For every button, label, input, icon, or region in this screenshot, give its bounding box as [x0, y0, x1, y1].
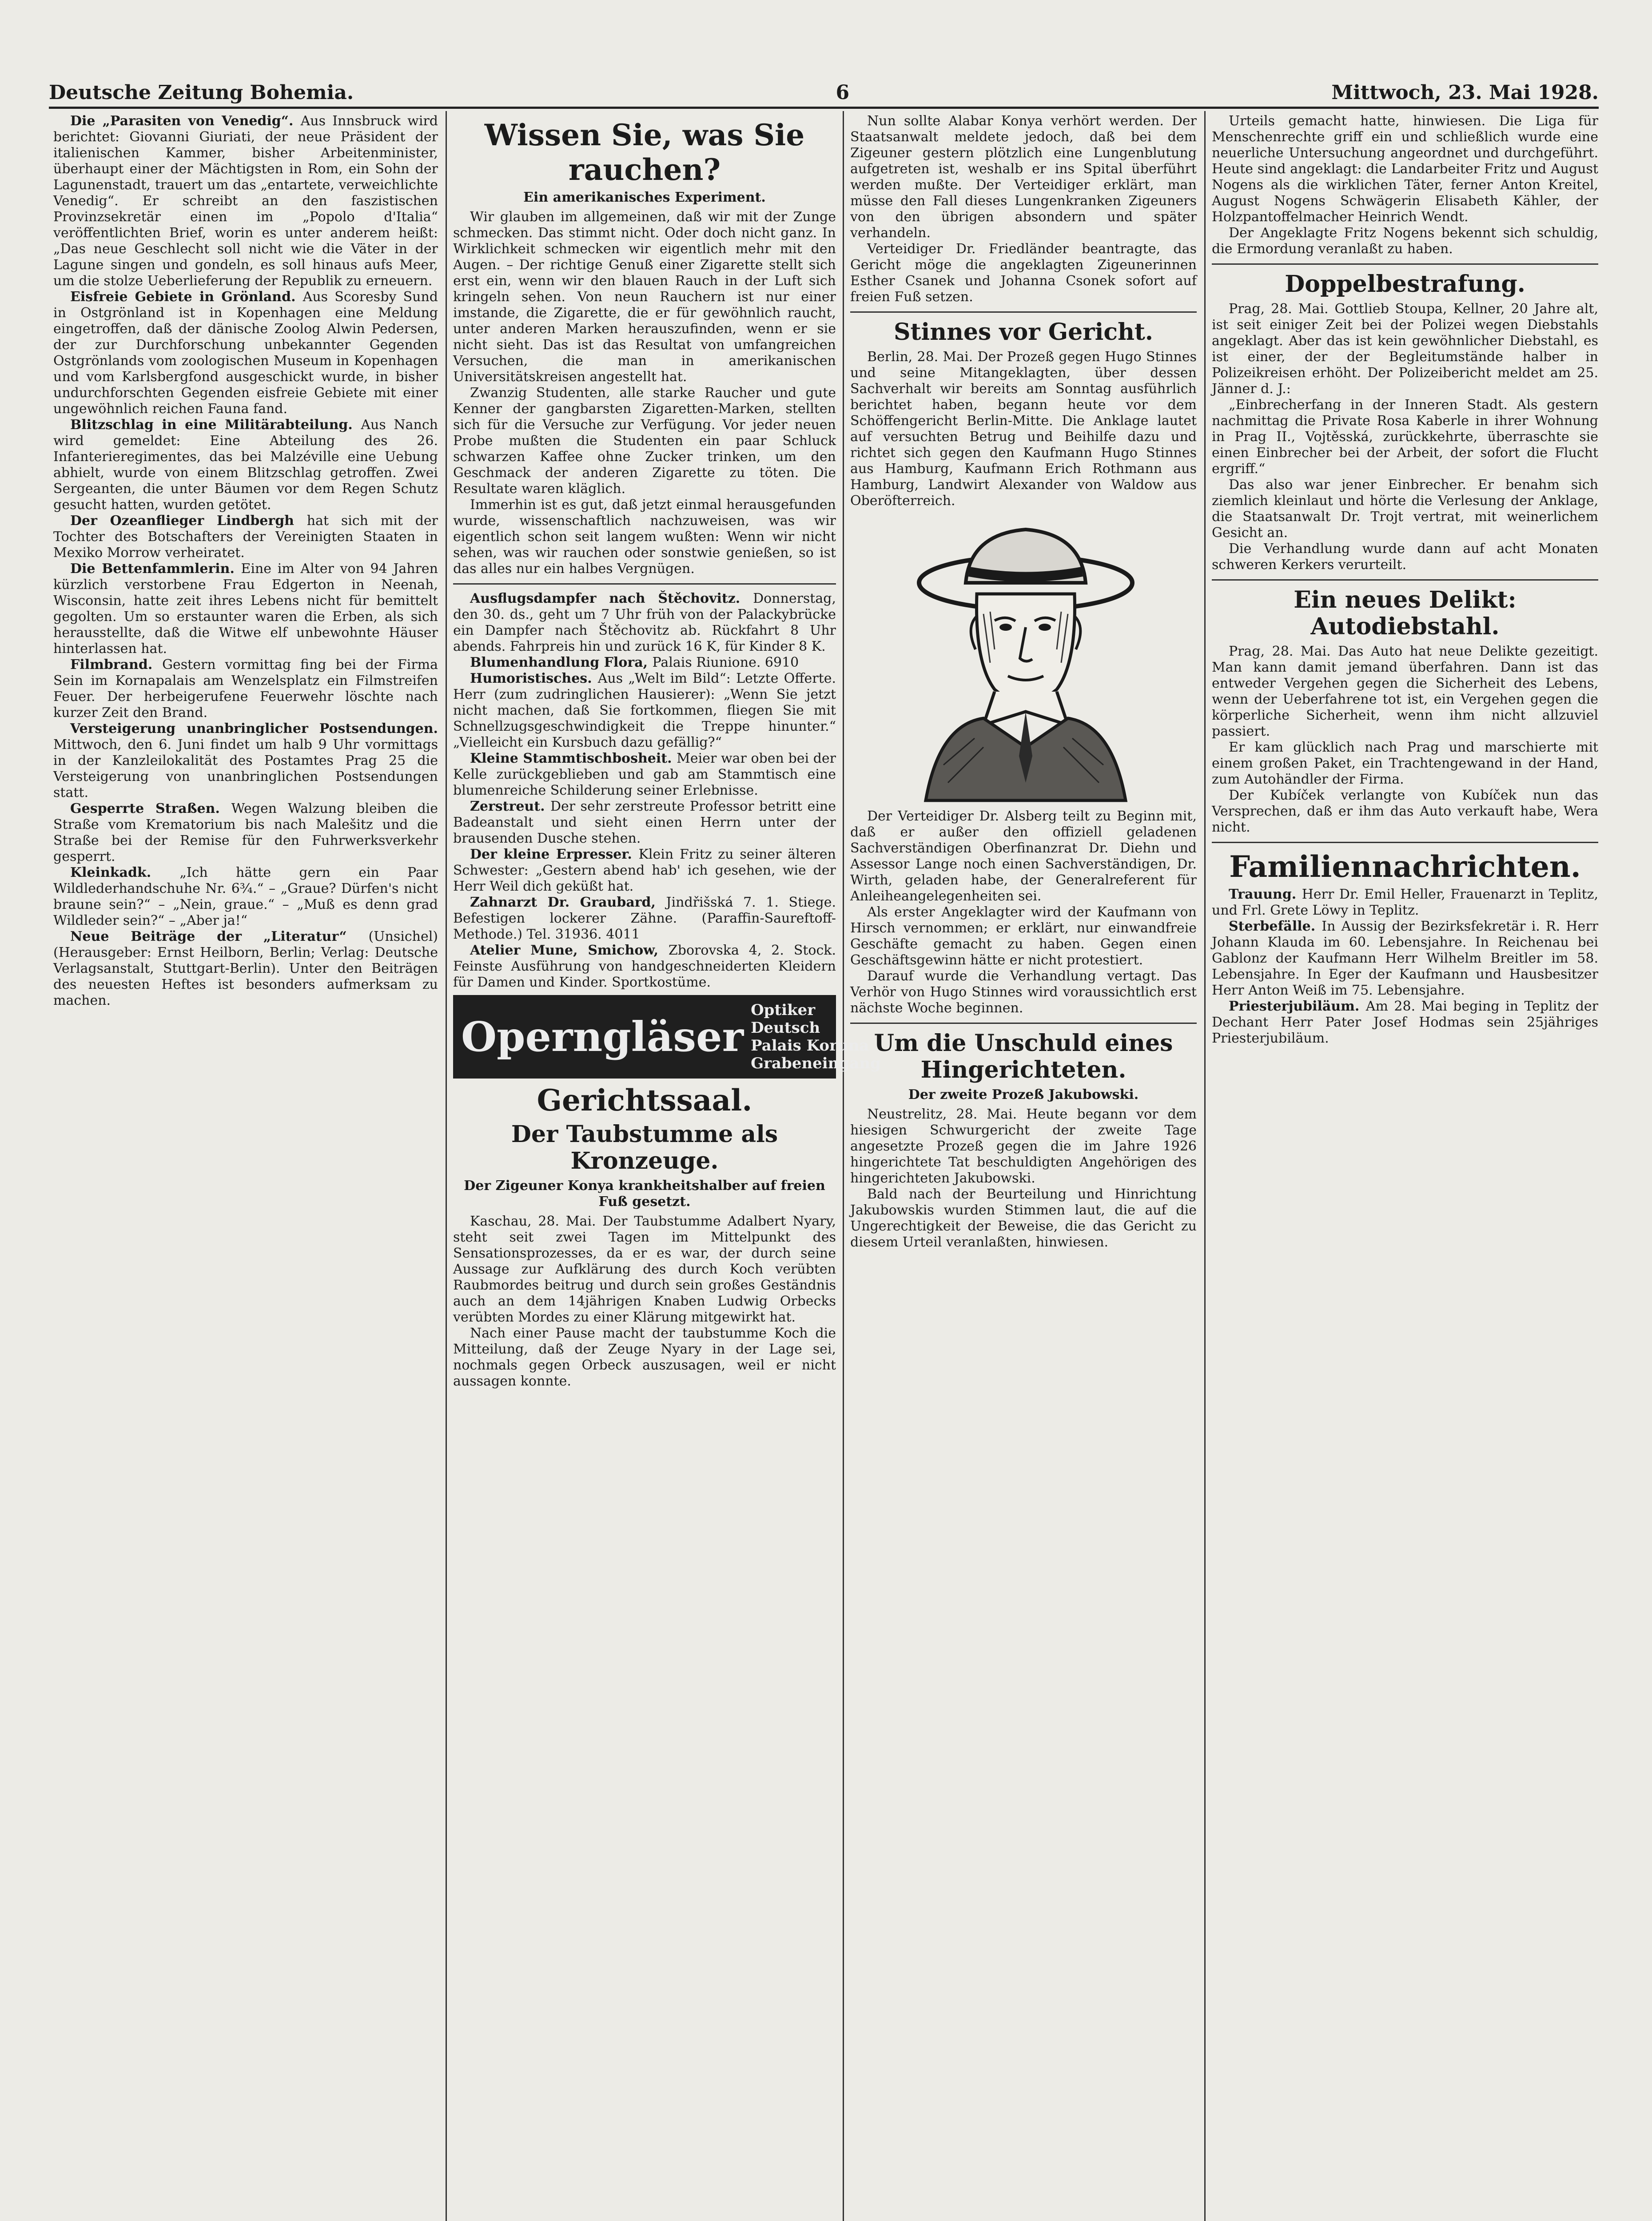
item-kicker: Priesterjubiläum. — [1229, 999, 1366, 1014]
news-item — [53, 113, 438, 289]
portrait-caption: Der Verteidiger Dr. Alsberg teilt zu Beginn mit, daß er außer den offiziell geladenen Sachverständigen Oberfinanzrat Dr. Diehn und Assessor Lange noch einen Sachverständigen, Dr. Wirth, geladen habe, der Generalreferent für Anleiheangelegenheiten sei. — [850, 808, 1197, 904]
ad-line: Palais Koruna — [751, 1037, 869, 1055]
notice-item — [453, 671, 836, 751]
masthead-date: Mittwoch, 23. Mai 1928. — [1331, 81, 1599, 104]
notice-item — [453, 943, 836, 991]
article-subtitle-jakubowski: Der zweite Prozeß Jakubowski. — [908, 1087, 1139, 1103]
item-kicker: Der kleine Erpresser. — [470, 847, 639, 862]
notice-item — [453, 591, 836, 655]
item-kicker: Atelier Mune, Smichow, — [470, 943, 669, 958]
news-item — [53, 561, 438, 657]
paragraph: Immerhin ist es gut, daß jetzt einmal herausgefunden wurde, wissenschaftlich nachzuweisen, was wir eigentlich schon seit langem wußten: Wenn wir nicht sehen, was wir rauchen oder sonstwie genießen, so ist das alles nur ein halbes Vergnügen. — [453, 497, 836, 577]
item-kicker: Ausflugsdampfer nach Štěchovitz. — [470, 591, 753, 606]
paragraph: Wir glauben im allgemeinen, daß wir mit der Zunge schmecken. Das stimmt nicht. Oder doch nicht ganz. In Wirklichkeit schmecken wir eigentlich mehr mit den Augen. – Der richtige Genuß einer Zigarette stellt sich erst ein, wenn wir den blauen Rauch in der Luft sich kringeln sehen. Von neun Rauchern ist nur einer imstande, die Zigarette, die er für gewöhnlich raucht, unter anderen Marken herauszufinden, wenn er sie nicht sieht. Das ist das Resultat von umfangreichen Versuchen, die man in amerikanischen Universitätskreisen angestellt hat. — [453, 209, 836, 385]
family-notice — [1212, 887, 1598, 919]
masthead-paper-name: Deutsche Zeitung Bohemia. — [49, 81, 354, 104]
paragraph: Der Kubíček verlangte von Kubíček nun das Versprechen, daß er ihm das Auto verkauft habe, Wera nicht. — [1212, 788, 1598, 835]
item-kicker: Neue Beiträge der „Literatur“ — [70, 929, 369, 944]
item-text: Zborovska 4, 2. Stock. Feinste Ausführung von handgeschneiderten Kleidern für Damen und Kinder. Sportkostüme. — [453, 943, 836, 990]
paragraph: Nach einer Pause macht der taubstumme Koch die Mitteilung, daß der Zeuge Nyary in der Lage sei, nochmals gegen Orbeck auszusagen, weil er nicht aussagen konnte. — [453, 1325, 836, 1389]
column-1-articles — [53, 113, 438, 1009]
divider — [1212, 263, 1598, 265]
notice-item — [453, 799, 836, 847]
article-subtitle-smoking: Ein amerikanisches Experiment. — [523, 190, 766, 205]
item-text: Klein Fritz zu seiner älteren Schwester: „Gestern abend hab' ich gesehen, wie der Herr Weil dich geküßt hat. — [453, 847, 836, 894]
item-kicker: Humoristisches. — [470, 671, 598, 686]
paragraph: Kaschau, 28. Mai. Der Taubstumme Adalbert Nyary, steht seit zwei Tagen im Mittelpunkt des Sensationsprozesses, da er es war, der durch seine Aussage zur Aufklärung des durch Koch verübten Raubmordes beitrug und durch sein großes Geständnis auch an dem 14jährigen Knaben Ludwig Orbecks verübten Mordes zu einer Klärung mitgewirkt hat. — [453, 1214, 836, 1325]
item-text: Am 28. Mai beging in Teplitz der Dechant Herr Pater Josef Hodmas sein 25jähriges Priesterjubiläum. — [1212, 999, 1598, 1046]
paragraph: Als erster Angeklagter wird der Kaufmann von Hirsch vernommen; er erklärt, nur einwandfreie Geschäfte gemacht zu haben. Gegen einen Geschäftsgewinn hätte er nicht protestiert. — [850, 904, 1197, 968]
portrait-drawing — [899, 516, 1148, 800]
article-body-gypsy-trial: Verteidiger Dr. Friedländer beantragte, das Gericht möge die angeklagten Zigeunerinnen Esther Csanek und Johanna Csonek sofort auf freien Fuß setzen. — [850, 241, 1197, 305]
divider — [1212, 579, 1598, 581]
item-kicker: Zerstreut. — [470, 799, 550, 814]
ad-line: Grabeneingang — [751, 1055, 881, 1072]
section-title-family: Familiennachrichten. — [1229, 849, 1581, 884]
item-text: Aus Nanch wird gemeldet: Eine Abteilung des 26. Infanterieregimentes, das bei Malzéville eine Uebung abhielt, wurde von einem Blitzschlag getroffen. Zwei Sergeanten, die unter Bäumen vor dem Regen Schutz gesucht hatten, wurden getötet. — [53, 417, 438, 513]
paragraph: „Einbrecherfang in der Inneren Stadt. Als gestern nachmittag die Private Rosa Kaberle in ihrer Wohnung in Prag II., Vojtěsská, zurückkehrte, überraschte sie einen Einbrecher bei der Arbeit, der sofort die Flucht ergriff.“ — [1212, 397, 1598, 477]
item-text: hat sich mit der Tochter des Botschafters der Vereinigten Staaten in Mexiko Morrow verheiratet. — [53, 513, 438, 561]
article-kicker-deafmute: Der Zigeuner Konya krankheitshalber auf freien Fuß gesetzt. — [464, 1178, 825, 1210]
notice-item — [453, 751, 836, 799]
family-notice — [1212, 919, 1598, 999]
column-1 — [53, 113, 438, 2221]
paragraph: Prag, 28. Mai. Das Auto hat neue Delikte gezeitigt. Man kann damit jemand überfahren. Dann ist das entweder Vergehen gegen die Sicherheit des Lebens, wenn der Ueberfahrene tot ist, ein Vergehen gegen die körperliche Sicherheit, wenn ihm nicht allzuviel passiert. — [1212, 644, 1598, 739]
article-body-smoking — [453, 209, 836, 577]
column-separator — [843, 111, 844, 2221]
news-item — [53, 929, 438, 1009]
article-body-double-punishment — [1212, 301, 1598, 573]
paragraph: Darauf wurde die Verhandlung vertagt. Das Verhör von Hugo Stinnes wird voraussichtlich erst nächste Woche beginnen. — [850, 968, 1197, 1016]
item-kicker: Der Ozeanflieger Lindbergh — [70, 513, 307, 529]
paragraph: Zwanzig Studenten, alle starke Raucher und gute Kenner der gangbarsten Zigaretten-Marken, stellten sich für die Versuche zur Verfügung. Vor jeder neuen Probe mußten die Studenten ein paar Schluck schwarzen Kaffee ohne Zucker trinken, um den Geschmack der anderen Zigarette zu töten. Die Resultate waren kläglich. — [453, 385, 836, 497]
divider — [850, 1023, 1197, 1024]
item-text: Mittwoch, den 6. Juni findet um halb 9 Uhr vormittags in der Kanzleilokalität des Postamtes Prag 25 die Versteigerung von unanbringlichen Postsendungen statt. — [53, 737, 438, 800]
paragraph: Berlin, 28. Mai. Der Prozeß gegen Hugo Stinnes und seine Mitangeklagten, über dessen Sachverhalt wir bereits am Sonntag ausführlich berichtet haben, begann heute vor dem Schöffengericht Berlin-Mitte. Die Anklage lautet auf versuchten Betrug und Beihilfe dazu und richtet sich gegen den Kaufmann Hugo Stinnes aus Hamburg, Kaufmann Erich Rothmann aus Hamburg, Landwirt Alexander von Waldow aus Oberöfterreich. — [850, 349, 1197, 509]
item-text: Gestern vormittag fing bei der Firma Sein im Kornapalais am Wenzelsplatz ein Filmstreifen Feuer. Der herbeigerufene Feuerwehr löschte nach kurzer Zeit den Brand. — [53, 657, 438, 720]
article-body-jakubowski — [850, 1107, 1197, 1250]
column-4 — [1212, 113, 1598, 2221]
article-body-gypsy-trial: Nun sollte Alabar Konya verhört werden. Der Staatsanwalt meldete jedoch, daß bei dem Zigeuner gestern plötzlich eine Lungenblutung aufgetreten ist, weshalb er ins Spital überführt werden mußte. Der Verteidiger erklärt, man müsse den Fall dieses Lungenkranken Zigeuners von den übrigen absondern und später verhandeln. — [850, 113, 1197, 241]
item-kicker: Sterbefälle. — [1229, 919, 1322, 934]
masthead — [49, 79, 1599, 106]
news-item — [53, 417, 438, 513]
paragraph: Die Verhandlung wurde dann auf acht Monaten schweren Kerkers verurteilt. — [1212, 541, 1598, 573]
item-text: Jindřišská 7. 1. Stiege. Befestigen lockerer Zähne. (Paraffin-Saureftoff-Methode.) Tel. 31936. 4011 — [453, 895, 836, 942]
item-kicker: Gesperrte Straßen. — [70, 801, 231, 816]
news-item — [53, 801, 438, 865]
column-2 — [453, 113, 881, 2221]
item-text: Aus „Welt im Bild“: Letzte Offerte. Herr (zum zudringlichen Hausierer): „Wenn Sie jetzt nicht machen, daß Sie fortkommen, fliegen Sie mit Schnellzugsgeschwindigkeit die Treppe hinunter.“ „Vielleicht ein Kursbuch dazu gefällig?“ — [453, 671, 836, 750]
item-text: Der sehr zerstreute Professor betritt eine Badeanstalt und sieht einen Herrn unter der brausenden Dusche stehen. — [453, 799, 836, 846]
article-title-smoking: Wissen Sie, was Sie rauchen? — [484, 118, 805, 187]
item-kicker: Zahnarzt Dr. Graubard, — [470, 895, 666, 910]
news-item — [53, 657, 438, 721]
article-title-deafmute: Der Taubstumme als Kronzeuge. — [511, 1121, 778, 1174]
paragraph: Bald nach der Beurteilung und Hinrichtung Jakubowskis wurden Stimmen laut, die auf die Ungerechtigkeit der Beweise, die das Gericht zu diesem Urteil veranlaßten, hinwiesen. — [850, 1186, 1197, 1250]
item-text: Eine im Alter von 94 Jahren kürzlich verstorbene Frau Edgerton in Neenah, Wisconsin, hatte zeit ihres Lebens nicht für bemittelt gegolten. Um so erstaunter waren die Erben, als sich herausstellte, daß die Witwe elf unbewohnte Häuser hinterlassen hat. — [53, 561, 438, 657]
article-body-auto-theft — [1212, 644, 1598, 836]
notice-item — [453, 895, 836, 943]
item-kicker: Eisfreie Gebiete in Grönland. — [70, 289, 303, 305]
item-text: Herr Dr. Emil Heller, Frauenarzt in Teplitz, und Frl. Grete Löwy in Teplitz. — [1212, 887, 1598, 918]
paragraph: Prag, 28. Mai. Gottlieb Stoupa, Kellner, 20 Jahre alt, ist seit einiger Zeit bei der Polizei wegen Diebstahls angeklagt. Aber das ist kein gewöhnlicher Diebstahl, es ist einer, der der Begleitumstände halber in Polizeikreisen erhöht. Der Polizeibericht meldet am 25. Jänner d. J.: — [1212, 301, 1598, 397]
item-text: (Unsichel) (Herausgeber: Ernst Heilborn, Berlin; Verlag: Deutsche Verlagsanstalt, Stuttgart-Berlin). Unter den Beiträgen des neuesten Heftes ist besonders aufmerksam zu machen. — [53, 929, 438, 1008]
paragraph: Neustrelitz, 28. Mai. Heute begann vor dem hiesigen Schwurgericht der zweite Tage angesetzte Prozeß gegen die im Jahre 1926 hingerichtete Tat beschuldigten Angehörigen des hingerichteten Jakubowski. — [850, 1107, 1197, 1186]
article-body-deafmute — [453, 1214, 836, 1389]
ad-opera-glasses — [453, 995, 881, 1079]
item-kicker: Kleine Stammtischbosheit. — [470, 751, 677, 766]
item-kicker: Die „Parasiten von Venedig“. — [70, 113, 301, 129]
divider — [1212, 842, 1598, 843]
item-kicker: Trauung. — [1229, 887, 1302, 902]
item-kicker: Blitzschlag in eine Militärabteilung. — [70, 417, 361, 433]
family-notice — [1212, 999, 1598, 1047]
item-kicker: Die Bettenfammlerin. — [70, 561, 241, 577]
item-text: Donnerstag, den 30. ds., geht um 7 Uhr früh von der Palackybrücke ein Dampfer nach Štěchovitz ab. Rückfahrt 8 Uhr abends. Fahrpreis hin und zurück 16 K, für Kinder 8 K. — [453, 591, 836, 654]
item-text: Aus Scoresby Sund in Ostgrönland ist in Kopenhagen eine Meldung eingetroffen, daß der dänische Zoolog Alwin Pedersen, der zur Durchforschung unbekannter Gegenden Ostgrönlands vom zoologischen Museum in Kopenhagen und vom Karlsbergfond ausgeschickt wurde, in bisher undurchforschten Gegenden eisfreie Gebiete mit einer ungewöhnlich reichen Fauna fand. — [53, 289, 438, 417]
news-item — [53, 513, 438, 561]
article-title-jakubowski: Um die Unschuld eines Hingerichteten. — [874, 1030, 1173, 1083]
paragraph: Das also war jener Einbrecher. Er benahm sich ziemlich kleinlaut und hörte die Verlesung der Anklage, die Staatsanwalt Dr. Trojt vertrat, mit weinerlichem Gesicht an. — [1212, 477, 1598, 541]
article-title-stinnes: Stinnes vor Gericht. — [893, 318, 1154, 346]
column-3 — [850, 113, 1197, 2221]
news-item — [53, 865, 438, 929]
item-kicker: Versteigerung unanbringlicher Postsendungen. — [70, 721, 438, 736]
masthead-page-number: 6 — [836, 81, 850, 104]
family-notices — [1212, 887, 1598, 1047]
column-separator — [446, 111, 447, 2221]
item-kicker: Blumenhandlung Flora, — [470, 655, 653, 670]
divider — [850, 311, 1197, 313]
masthead-rule — [49, 107, 1599, 109]
notice-item — [453, 847, 836, 895]
ad-headline: Operngläser — [461, 1013, 744, 1061]
ad-line: Optiker Deutsch — [751, 1001, 820, 1037]
article-title-auto-theft: Ein neues Delikt: Autodiebstahl. — [1294, 586, 1517, 640]
paragraph: Er kam glücklich nach Prag und marschierte mit einem großen Paket, ein Trachtengewand in der Hand, zum Autohändler der Firma. — [1212, 740, 1598, 787]
item-text: In Aussig der Bezirksfekretär i. R. Herr Johann Klauda im 60. Lebensjahre. In Reichenau bei Gablonz der Kaufmann Herr Wilhelm Breitler im 58. Lebensjahre. In Eger der Kaufmann und Hausbesitzer Herr Anton Weiß im 75. Lebensjahre. — [1212, 919, 1598, 998]
section-title-court: Gerichtssaal. — [537, 1083, 752, 1118]
article-body-stinnes — [850, 349, 1197, 509]
column-separator — [1204, 111, 1206, 2221]
item-text: „Ich hätte gern ein Paar Wildlederhandschuhe Nr. 6¾.“ – „Graue? Dürfen's nicht braune sein?“ – „Nein, graue.“ – „Muß es denn grad Wildleder sein?“ – „Aber ja!“ — [53, 865, 438, 928]
item-kicker: Kleinkadk. — [70, 865, 180, 880]
item-text: Aus Innsbruck wird berichtet: Giovanni Giuriati, der neue Präsident der italienischen Kammer, bisher Arbeitenminister, überhaupt einer der Mächtigsten in Rom, ein Sohn der Lagunenstadt, trauert um das „entartete, verweichlichte Venedig“. Er schreibt an den faszistischen Provinzsekretär einen im „Popolo d'Italia“ veröffentlichten Brief, worin es unter anderem heißt: „Das neue Geschlecht soll nicht wie die Väter in der Lagune singen und gondeln, es soll hinaus aufs Meer, um die stolze Ueberlieferung der Republik zu erneuern. — [53, 113, 438, 289]
item-text: Palais Riunione. 6910 — [652, 655, 799, 670]
divider — [453, 583, 836, 585]
item-kicker: Filmbrand. — [70, 657, 163, 673]
portrait-illustration — [850, 516, 1197, 800]
short-notices — [453, 591, 836, 991]
item-text: Wegen Walzung bleiben die Straße vom Krematorium bis nach Malešitz und die Straße bei der Remise für den Fuhrwerksverkehr gesperrt. — [53, 801, 438, 864]
article-title-double-punishment: Doppelbestrafung. — [1285, 271, 1525, 298]
article-body-stinnes-continued — [850, 904, 1197, 1016]
article-body-jakubowski-continued: Der Angeklagte Fritz Nogens bekennt sich schuldig, die Ermordung veranlaßt zu haben. — [1212, 225, 1598, 257]
article-body-jakubowski-continued: Urteils gemacht hatte, hinwiesen. Die Liga für Menschenrechte griff ein und schließlich wurde eine neuerliche Untersuchung angeordnet und durchgeführt. Heute sind angeklagt: die Landarbeiter Fritz und August Nogens als die wirklichen Täter, ferner Anton Kreitel, August Nogens Schwägerin Elisabeth Kähler, der Holzpantoffelmacher Heinrich Wendt. — [1212, 113, 1598, 225]
item-text: Meier war oben bei der Kelle zurückgeblieben und gab am Stammtisch eine blumenreiche Schilderung seiner Erlebnisse. — [453, 751, 836, 798]
news-item — [53, 289, 438, 417]
news-item — [53, 721, 438, 801]
notice-item — [453, 655, 836, 671]
